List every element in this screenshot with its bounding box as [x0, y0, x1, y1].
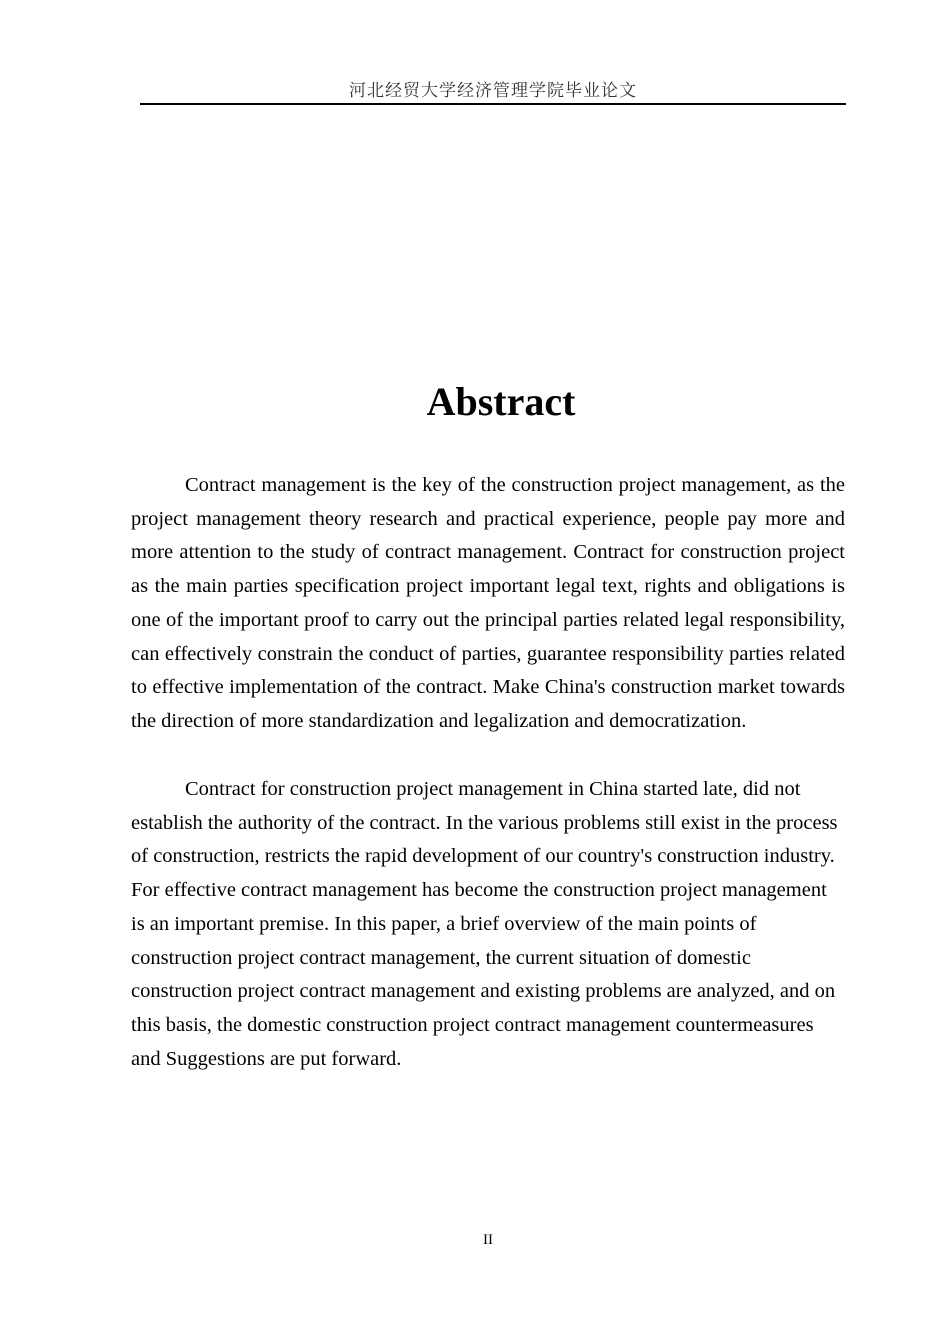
abstract-paragraph-2: Contract for construction project management in China started late, did not establish the authority of the contract. In the various problems still exist in the process of construction, restricts the rapid development of our country's construction industry. For effective contract management has become the construction project management is an important premise. In this paper, a brief overview of the main points of construction project contract management, the current situation of domestic construction project contract management and existing problems are analyzed, and on this basis, the domestic construction project contract management countermeasures and Suggestions are put forward. [131, 778, 838, 1070]
abstract-paragraph-1: Contract management is the key of the construction project management, as the project management theory research and practical experience, people pay more and more attention to the study of contract management. Contract for construction project as the main parties specification project important legal text, rights and obligations is one of the important proof to carry out the principal parties related legal responsibility, can effectively constrain the conduct of parties, guarantee responsibility parties related to effective implementation of the contract. Make China's construction market towards the direction of more standardization and legalization and democratization. [131, 474, 845, 732]
page-number: II [483, 1232, 493, 1248]
page-header-title: 河北经贸大学经济管理学院毕业论文 [349, 81, 637, 101]
header-divider [140, 103, 846, 105]
abstract-heading: Abstract [426, 379, 576, 424]
